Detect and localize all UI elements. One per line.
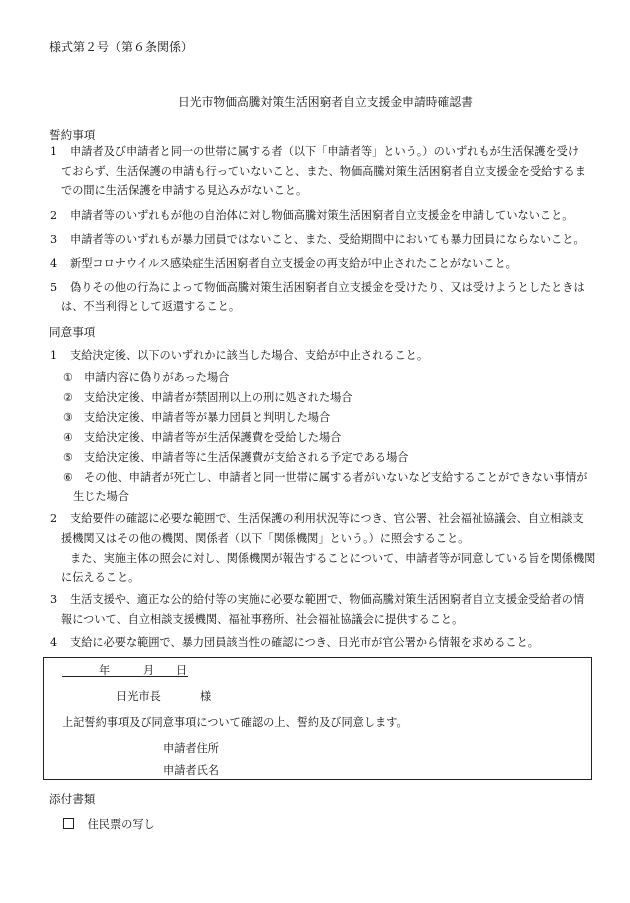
consent-subitem-6-line-1: その他、申請者が死亡し、申請者と同一世帯に属する者がいないなど支給することができない事情が: [84, 471, 588, 484]
consent-item-2-line-2: 援機関又はその他の機関、関係者（以下「関係機関」という。）に照会すること。: [61, 532, 470, 545]
consent-item-3-num: 3: [50, 593, 58, 606]
consent-subitem-6-mark: ⑥: [63, 471, 74, 484]
attachment-item: [63, 815, 155, 835]
mayor-label: 日光市長: [116, 690, 161, 703]
pledge-item-4-num: 4: [50, 257, 58, 270]
consent-statement: 上記誓約事項及び同意事項について確認の上、誓約及び同意します。: [62, 716, 408, 729]
consent-item-2-para2-line-2: に伝えること。: [61, 571, 140, 584]
consent-item-4-num: 4: [50, 636, 58, 649]
consent-item-2-num: 2: [50, 512, 58, 525]
pledge-item-1-num: 1: [50, 145, 58, 158]
consent-item-1-text: 支給決定後、以下のいずれかに該当した場合、支給が中止されること。: [70, 349, 429, 362]
honorific-label: 様: [200, 690, 212, 703]
applicant-name-label: 申請者氏名: [163, 764, 219, 777]
pledge-item-3-num: 3: [50, 233, 58, 246]
checkbox-icon[interactable]: [63, 818, 74, 829]
consent-subitem-6-line-2: 生じた場合: [73, 490, 129, 503]
consent-item-3-line-2: 報について、自立相談支援機関、福祉事務所、社会福祉協議会に提供すること。: [61, 613, 464, 626]
date-year-label: 年: [99, 664, 111, 677]
pledge-item-5-line-1: 偽りその他の行為によって物価高騰対策生活困窮者自立支援金を受けたり、又は受けようとしたときは: [70, 281, 585, 294]
pledge-item-1-line-2: ておらず、生活保護の申請も行っていないこと、また、物価高騰対策生活困窮者自立支援金を受給するま: [61, 165, 586, 178]
pledge-item-5-line-2: は、不当利得として返還すること。: [61, 300, 241, 313]
consent-subitem-2-text: 支給決定後、申請者が禁固刑以上の刑に処された場合: [84, 391, 353, 404]
consent-subitem-4-text: 支給決定後、申請者等が生活保護費を受給した場合: [84, 431, 342, 444]
consent-item-3-line-1: 生活支援や、適正な公的給付等の実施に必要な範囲で、物価高騰対策生活困窮者自立支援金受給者の情: [70, 593, 585, 606]
pledge-item-4-line-1: 新型コロナウイルス感染症生活困窮者自立支援金の再支給が中止されたことがないこと。: [70, 257, 517, 270]
consent-subitem-5-mark: ⑤: [63, 451, 74, 464]
consent-item-4-line-1: 支給に必要な範囲で、暴力団員該当性の確認につき、日光市が官公署から情報を求めること。: [70, 636, 539, 649]
pledge-heading: 誓約事項: [49, 128, 96, 142]
pledge-item-5-num: 5: [50, 281, 58, 294]
pledge-item-3-line-1: 申請者等のいずれもが暴力団員ではないこと、また、受給期間中においても暴力団員にならないこと。: [70, 233, 585, 246]
pledge-item-2-num: 2: [50, 209, 58, 222]
pledge-item-1-line-1: 申請者及び申請者と同一の世帯に属する者（以下「申請者等」という。）のいずれもが生活保護を受け: [70, 145, 580, 158]
date-day-label: 日: [176, 664, 188, 677]
pledge-item-1-line-3: での間に生活保護を申請する見込みがないこと。: [61, 184, 308, 197]
consent-subitem-5-text: 支給決定後、申請者等に生活保護費が支給される予定である場合: [84, 451, 409, 464]
consent-subitem-2-mark: ②: [63, 391, 74, 404]
consent-subitem-1-mark: ①: [63, 371, 74, 384]
date-month-label: 月: [143, 664, 155, 677]
document-title: 日光市物価高騰対策生活困窮者自立支援金申請時確認書: [178, 95, 473, 109]
applicant-address-label: 申請者住所: [163, 742, 219, 755]
consent-subitem-1-text: 申請内容に偽りがあった場合: [84, 371, 230, 384]
consent-subitem-3-mark: ③: [63, 411, 74, 424]
attachments-heading: 添付書類: [49, 792, 96, 806]
form-number: 様式第２号（第６条関係）: [49, 40, 194, 54]
pledge-item-2-line-1: 申請者等のいずれもが他の自治体に対し物価高騰対策生活困窮者自立支援金を申請していないこと。: [70, 209, 574, 222]
consent-subitem-4-mark: ④: [63, 431, 74, 444]
consent-heading: 同意事項: [49, 325, 96, 339]
consent-item-1-num: 1: [50, 349, 58, 362]
consent-item-2-line-1: 支給要件の確認に必要な範囲で、生活保護の利用状況等につき、官公署、社会福祉協議会、自立相談支: [70, 512, 584, 525]
attachment-item-label: 住民票の写し: [87, 818, 155, 831]
consent-subitem-3-text: 支給決定後、申請者等が暴力団員と判明した場合: [84, 411, 331, 424]
date-underline: [62, 676, 188, 677]
consent-item-2-para2-line-1: また、実施主体の照会に対し、関係機関が報告することについて、申請者等が同意している旨を関係機関: [70, 552, 596, 565]
